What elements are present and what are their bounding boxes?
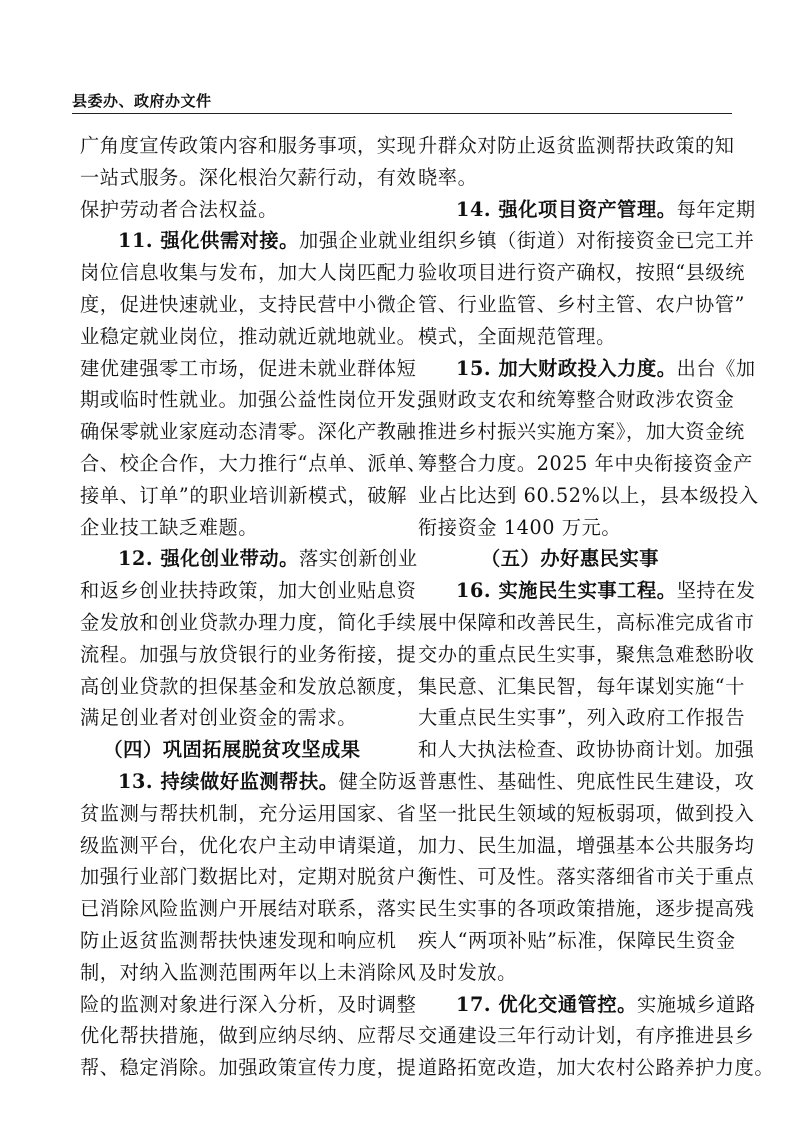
text-line [80, 480, 408, 512]
line-text: 险的监测对象进行深入分析，及时调整 [80, 992, 417, 1016]
text-line [418, 639, 755, 671]
text-line [418, 1052, 775, 1084]
text-line [80, 353, 417, 385]
line-text: 坚一批民生领域的短板弱项，做到投入 [418, 801, 755, 825]
line-text: 金发放和创业贷款办理力度，简化手续 [80, 610, 417, 634]
line-text: 衔接资金 1400 万元。 [418, 515, 622, 539]
section-heading [418, 543, 722, 575]
section-heading [80, 734, 384, 766]
text-line [80, 1020, 417, 1052]
line-text: 广角度宣传政策内容和服务事项，实现 [80, 134, 417, 157]
line-text: （四）巩固拓展脱贫攻坚成果 [103, 738, 361, 762]
document-header-title: 县委办、政府办文件 [72, 92, 212, 110]
text-line [418, 130, 735, 162]
text-line [418, 830, 755, 862]
text-line [80, 512, 384, 544]
text-line [418, 702, 746, 734]
line-text: 帮、稳定消除。加强政策宣传力度，提 [80, 1056, 417, 1080]
text-line [418, 257, 746, 289]
line-text: 确保零就业家庭动态清零。深化产教融 [80, 420, 417, 444]
line-text: 期或临时性就业。加强公益性岗位开发， [80, 388, 437, 412]
text-line [80, 639, 417, 671]
text-line [80, 798, 417, 830]
text-line [80, 130, 417, 162]
text-line [80, 575, 417, 607]
line-text: 防止返贫监测帮扶快速发现和响应机 [80, 928, 397, 952]
text-line [418, 289, 746, 321]
text-line [80, 893, 417, 925]
line-text: 衡性、可及性。落实落细省市关于重点 [418, 865, 755, 889]
line-text: （五）办好惠民实事 [480, 547, 660, 571]
line-text: 加强企业就业 [298, 229, 418, 253]
item-title: 11. 强化供需对接。 [118, 229, 299, 253]
text-line [80, 607, 417, 639]
line-text: 加力、民生加温，增强基本公共服务均 [418, 833, 755, 857]
text-line [80, 1052, 417, 1084]
line-text: 推进乡村振兴实施方案》，加大资金统 [418, 420, 745, 444]
text-line [418, 925, 736, 957]
text-line [80, 830, 417, 862]
item-title: 16. 实施民生实事工程。 [456, 579, 677, 603]
line-text: 合、校企合作，大力推行“点单、派单、 [80, 451, 427, 475]
text-line [418, 1020, 755, 1052]
line-text: 及时发放。 [418, 960, 517, 984]
line-text: 岗位信息收集与发布，加大人岗匹配力 [80, 261, 417, 285]
line-text: 和人大执法检查、政协协商计划。加强 [418, 738, 755, 762]
text-line [80, 448, 427, 480]
text-line [418, 225, 755, 257]
line-text: 落实创新创业 [298, 547, 418, 571]
item-title: 14. 强化项目资产管理。 [456, 197, 677, 221]
line-text: 组织乡镇（街道）对衔接资金已完工并 [418, 229, 755, 253]
item-title: 17. 优化交通管控。 [456, 992, 637, 1016]
line-text: 级监测平台，优化农户主动申请渠道， [80, 833, 417, 857]
text-line [80, 671, 417, 703]
item-heading-line [418, 353, 756, 385]
line-text: 晓率。 [418, 165, 478, 189]
line-text: 交办的重点民生实事，聚焦急难愁盼收 [418, 642, 755, 666]
text-line [418, 162, 722, 194]
line-text: 每年定期 [676, 197, 756, 221]
text-line [80, 289, 417, 321]
line-text: 业稳定就业岗位，推动就近就地就业。 [80, 324, 417, 348]
text-line [418, 957, 722, 989]
text-line [418, 893, 755, 925]
line-text: 一站式服务。深化根治欠薪行动，有效 [80, 165, 417, 189]
line-text: 模式，全面规范管理。 [418, 324, 616, 348]
text-line [80, 861, 437, 893]
text-line [80, 384, 437, 416]
text-line [80, 702, 384, 734]
line-text: 业占比达到 60.52%以上，县本级投入 [418, 483, 759, 507]
text-line [80, 321, 417, 353]
line-text: 健全防返 [338, 769, 418, 793]
line-text: 实施城乡道路 [636, 992, 756, 1016]
line-text: 度，促进快速就业，支持民营中小微企 [80, 292, 417, 316]
text-line [418, 798, 755, 830]
text-line [418, 861, 755, 893]
text-line [418, 416, 745, 448]
left-text-column [80, 130, 437, 1080]
item-heading-line [418, 575, 756, 607]
item-heading-line [80, 766, 418, 798]
item-title: 12. 强化创业带动。 [118, 547, 299, 571]
text-line [418, 607, 755, 639]
item-heading-line [80, 225, 418, 257]
text-line [80, 162, 417, 194]
line-text: 筹整合力度。2025 年中央衔接资金产 [418, 451, 753, 475]
line-text: 高创业贷款的担保基金和发放总额度， [80, 674, 417, 698]
text-line [418, 321, 722, 353]
text-line [80, 925, 397, 957]
line-text: 坚持在发 [676, 579, 756, 603]
text-line [418, 671, 746, 703]
right-text-column [418, 130, 775, 1080]
line-text: 和返乡创业扶持政策，加大创业贴息资 [80, 579, 417, 603]
text-line [418, 384, 735, 416]
line-text: 强财政支农和统筹整合财政涉农资金 [418, 388, 735, 412]
item-heading-line [80, 543, 418, 575]
header-divider [72, 113, 732, 114]
line-text: 出台《加 [676, 356, 756, 380]
text-line [418, 448, 753, 480]
line-text: 加强行业部门数据比对，定期对脱贫户、 [80, 865, 437, 889]
item-heading-line [418, 989, 756, 1021]
line-text: 满足创业者对创业资金的需求。 [80, 706, 358, 730]
text-line [80, 989, 417, 1021]
line-text: 大重点民生实事”，列入政府工作报告 [418, 706, 746, 730]
item-title: 15. 加大财政投入力度。 [456, 356, 677, 380]
text-line [80, 416, 417, 448]
text-line [80, 257, 417, 289]
line-text: 流程。加强与放贷银行的业务衔接，提 [80, 642, 417, 666]
line-text: 集民意、汇集民智，每年谋划实施“十 [418, 674, 746, 698]
line-text: 建优建强零工市场，促进未就业群体短 [80, 356, 417, 380]
text-line [418, 512, 722, 544]
text-line [80, 957, 417, 989]
line-text: 交通建设三年行动计划，有序推进县乡 [418, 1024, 755, 1048]
line-text: 接单、订单”的职业培训新模式，破解 [80, 483, 408, 507]
text-line [418, 766, 755, 798]
line-text: 贫监测与帮扶机制，充分运用国家、省 [80, 801, 417, 825]
text-line [418, 734, 755, 766]
line-text: 优化帮扶措施，做到应纳尽纳、应帮尽 [80, 1024, 417, 1048]
item-title: 13. 持续做好监测帮扶。 [118, 769, 339, 793]
line-text: 疾人“两项补贴”标准，保障民生资金 [418, 928, 736, 952]
line-text: 道路拓宽改造，加大农村公路养护力度。 [418, 1056, 775, 1080]
text-line [418, 480, 759, 512]
line-text: 管、行业监管、乡村主管、农户协管” [418, 292, 746, 316]
line-text: 保护劳动者合法权益。 [80, 197, 278, 221]
line-text: 展中保障和改善民生，高标准完成省市 [418, 610, 755, 634]
text-line [80, 194, 384, 226]
line-text: 制，对纳入监测范围两年以上未消除风 [80, 960, 417, 984]
line-text: 升群众对防止返贫监测帮扶政策的知 [418, 134, 735, 157]
line-text: 民生实事的各项政策措施，逐步提高残 [418, 897, 755, 921]
line-text: 普惠性、基础性、兜底性民生建设，攻 [418, 769, 755, 793]
line-text: 已消除风险监测户开展结对联系，落实 [80, 897, 417, 921]
line-text: 企业技工缺乏难题。 [80, 515, 259, 539]
line-text: 验收项目进行资产确权，按照“县级统 [418, 261, 746, 285]
item-heading-line [418, 194, 756, 226]
